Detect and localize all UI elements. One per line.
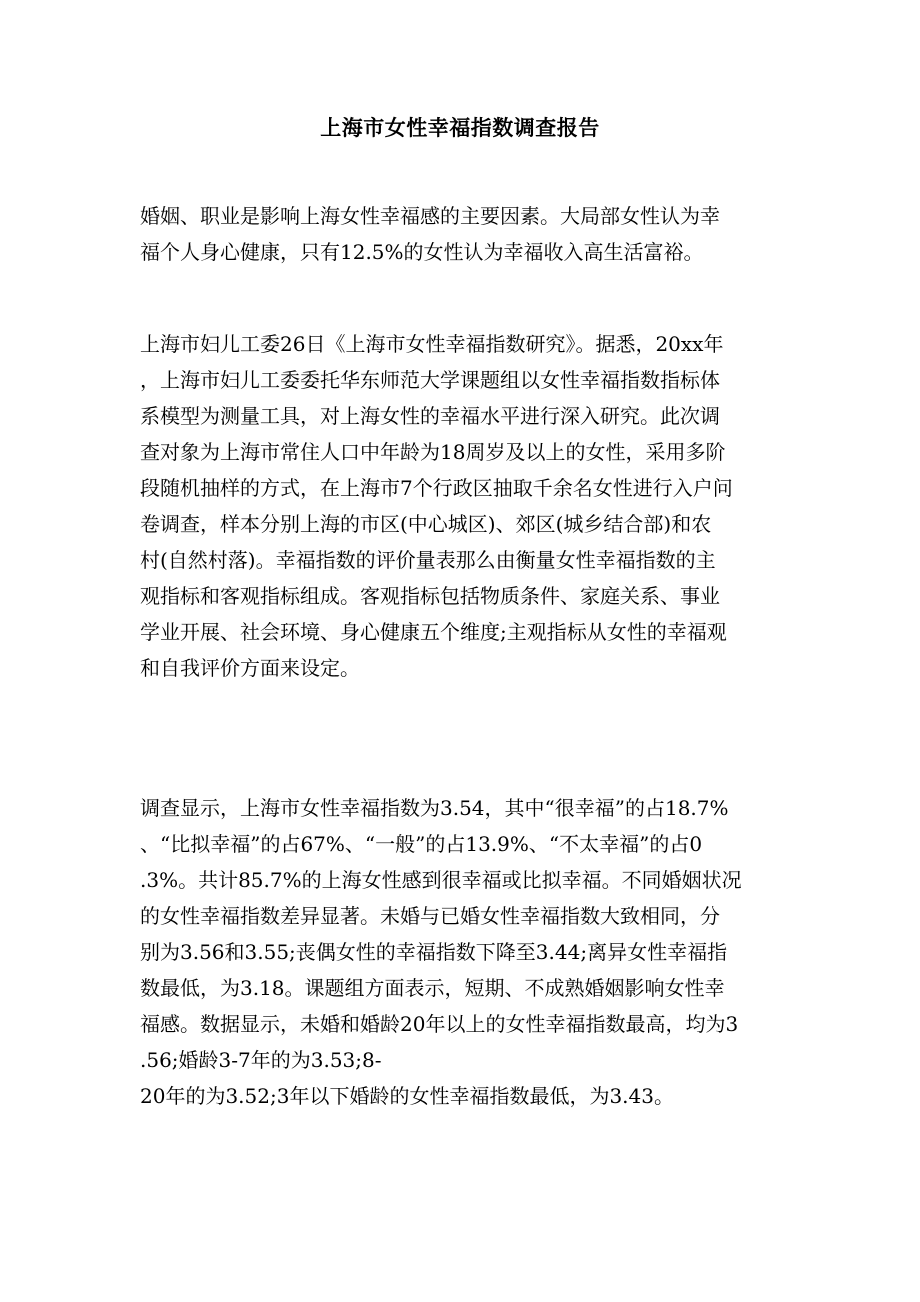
- paragraph-method: [140, 326, 785, 686]
- text-line: 段随机抽样的方式，在上海市7个行政区抽取千余名女性进行入户问: [140, 476, 733, 500]
- text-line: 婚姻、职业是影响上海女性幸福感的主要因素。大局部女性认为幸: [140, 204, 720, 228]
- text-line: ，上海市妇儿工委委托华东师范大学课题组以女性幸福指数指标体: [140, 368, 720, 392]
- text-line: .56;婚龄3-7年的为3.53;8-: [140, 1048, 382, 1072]
- text-line: 20年的为3.52;3年以下婚龄的女性幸福指数最低，为3.43。: [140, 1084, 674, 1108]
- text-line: 数最低，为3.18。课题组方面表示，短期、不成熟婚姻影响女性幸: [140, 976, 725, 1000]
- text-line: 的女性幸福指数差异显著。未婚与已婚女性幸福指数大致相同，分: [140, 904, 720, 928]
- text-line: 上海市妇儿工委26日《上海市女性幸福指数研究》。据悉，20xx年: [140, 332, 724, 356]
- document-title: 上海市女性幸福指数调查报告: [320, 115, 600, 140]
- text-line: 观指标和客观指标组成。客观指标包括物质条件、家庭关系、事业: [140, 584, 720, 608]
- text-line: 和自我评价方面来设定。: [140, 656, 360, 680]
- text-line: .3%。共计85.7%的上海女性感到很幸福或比拟幸福。不同婚姻状况: [140, 868, 742, 892]
- text-line: 系模型为测量工具，对上海女性的幸福水平进行深入研究。此次调: [140, 404, 720, 428]
- text-line: 调查显示，上海市女性幸福指数为3.54，其中“很幸福”的占18.7%: [140, 796, 729, 820]
- paragraph-results: [140, 790, 785, 1114]
- text-line: 学业开展、社会环境、身心健康五个维度;主观指标从女性的幸福观: [140, 620, 727, 644]
- text-line: 卷调查，样本分别上海的市区(中心城区)、郊区(城乡结合部)和农: [140, 512, 712, 536]
- text-line: 福感。数据显示，未婚和婚龄20年以上的女性幸福指数最高，均为3: [140, 1012, 739, 1036]
- paragraph-intro: [140, 198, 785, 270]
- text-line: 查对象为上海市常住人口中年龄为18周岁及以上的女性，采用多阶: [140, 440, 726, 464]
- text-line: 村(自然村落)。幸福指数的评价量表那么由衡量女性幸福指数的主: [140, 548, 716, 572]
- text-line: 福个人身心健康，只有12.5%的女性认为幸福收入高生活富裕。: [140, 240, 704, 264]
- text-line: 别为3.56和3.55;丧偶女性的幸福指数下降至3.44;离异女性幸福指: [140, 940, 728, 964]
- text-line: 、“比拟幸福”的占67%、“一般”的占13.9%、“不太幸福”的占0: [140, 832, 703, 856]
